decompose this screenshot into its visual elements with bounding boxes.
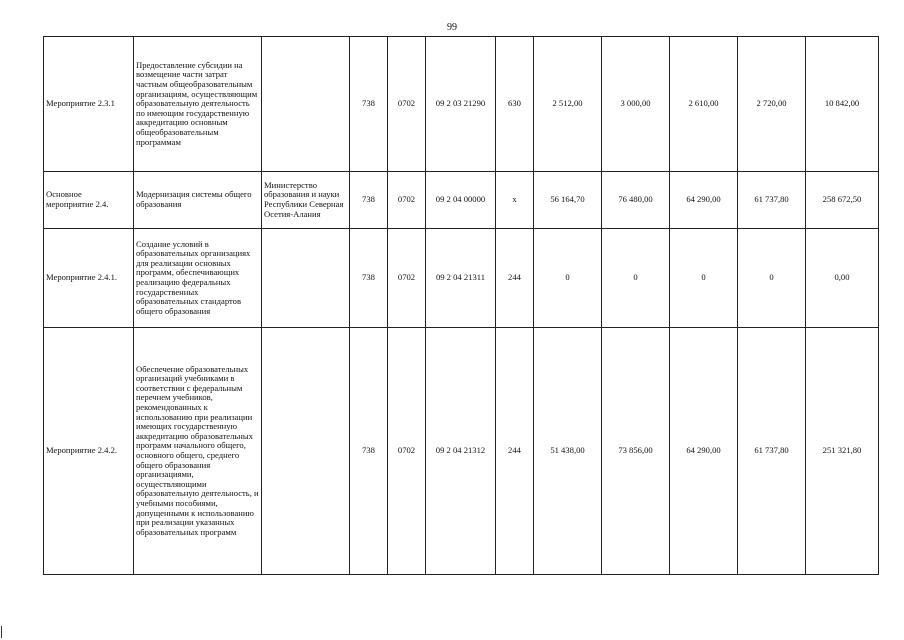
year1-cell: 2 512,00 (534, 37, 602, 172)
year3-cell: 64 290,00 (670, 172, 738, 229)
year3-cell: 2 610,00 (670, 37, 738, 172)
csr-cell: 09 2 03 21290 (426, 37, 496, 172)
measure-name-cell: Мероприятие 2.4.2. (44, 328, 134, 575)
year4-cell: 2 720,00 (738, 37, 806, 172)
measure-description-cell: Создание условий в образовательных организациях для реализации основных программ, обеспечивающих реализацию федеральных государственных образовательных стандартов общего образования (134, 229, 262, 328)
measure-description-cell: Предоставление субсидии на возмещение части затрат частным общеобразовательным организациям, осуществляющим образовательную деятельность по имеющим государственную аккредитацию основным общеобразовательным программам (134, 37, 262, 172)
year2-cell: 3 000,00 (602, 37, 670, 172)
measure-description-cell: Обеспечение образовательных организаций учебниками в соответствии с федеральным перечнем учебников, рекомендованных к использованию при реализации имеющих государственную аккредитацию образовательных программ начального общего, основного общего, среднего общего образования организациями, осуществляющими образовательную деятельность, и учебными пособиями, допущенными к использованию при реализации указанных образовательных программ (134, 328, 262, 575)
vr-cell: 244 (496, 328, 534, 575)
year3-cell: 64 290,00 (670, 328, 738, 575)
rzpr-cell: 0702 (388, 229, 426, 328)
executor-cell (262, 37, 350, 172)
vr-cell: х (496, 172, 534, 229)
executor-cell: Министерство образования и науки Республики Северная Осетия-Алания (262, 172, 350, 229)
measure-name-cell: Основное мероприятие 2.4. (44, 172, 134, 229)
year1-cell: 56 164,70 (534, 172, 602, 229)
rzpr-cell: 0702 (388, 172, 426, 229)
table-row (44, 328, 879, 575)
executor-cell (262, 328, 350, 575)
year2-cell: 0 (602, 229, 670, 328)
year1-cell: 0 (534, 229, 602, 328)
scan-edge-mark (1, 626, 2, 638)
table-row (44, 229, 879, 328)
year2-cell: 76 480,00 (602, 172, 670, 229)
grbs-cell: 738 (350, 328, 388, 575)
rzpr-cell: 0702 (388, 328, 426, 575)
total-cell: 251 321,80 (806, 328, 879, 575)
year1-cell: 51 438,00 (534, 328, 602, 575)
grbs-cell: 738 (350, 37, 388, 172)
vr-cell: 244 (496, 229, 534, 328)
measure-name-cell: Мероприятие 2.4.1. (44, 229, 134, 328)
vr-cell: 630 (496, 37, 534, 172)
csr-cell: 09 2 04 00000 (426, 172, 496, 229)
grbs-cell: 738 (350, 229, 388, 328)
total-cell: 0,00 (806, 229, 879, 328)
year3-cell: 0 (670, 229, 738, 328)
page-number: 99 (447, 22, 457, 33)
year2-cell: 73 856,00 (602, 328, 670, 575)
year4-cell: 61 737,80 (738, 328, 806, 575)
csr-cell: 09 2 04 21311 (426, 229, 496, 328)
year4-cell: 61 737,80 (738, 172, 806, 229)
measure-name-cell: Мероприятие 2.3.1 (44, 37, 134, 172)
csr-cell: 09 2 04 21312 (426, 328, 496, 575)
total-cell: 258 672,50 (806, 172, 879, 229)
executor-cell (262, 229, 350, 328)
total-cell: 10 842,00 (806, 37, 879, 172)
budget-table (43, 36, 879, 575)
table-row (44, 172, 879, 229)
table-row (44, 37, 879, 172)
measure-description-cell: Модернизация системы общего образования (134, 172, 262, 229)
year4-cell: 0 (738, 229, 806, 328)
rzpr-cell: 0702 (388, 37, 426, 172)
grbs-cell: 738 (350, 172, 388, 229)
